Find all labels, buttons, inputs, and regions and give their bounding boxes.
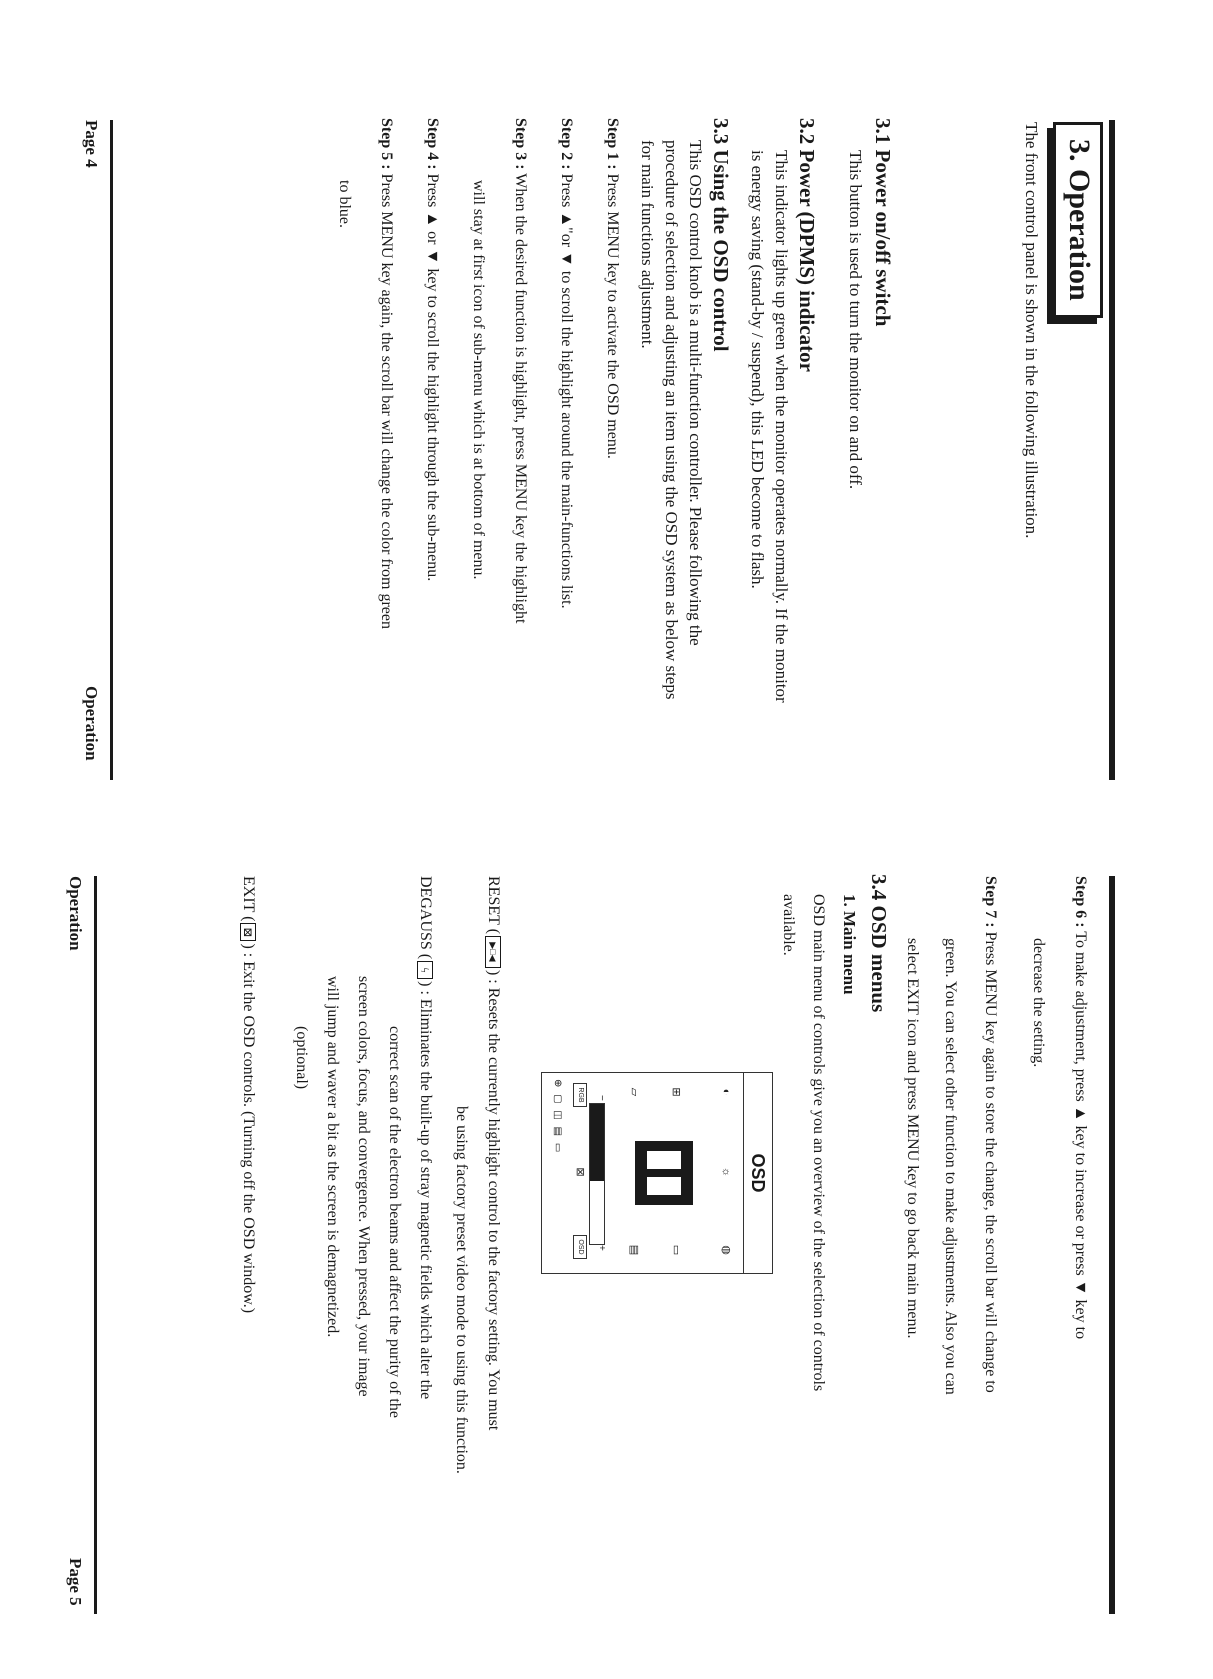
section-3-4-title: 3.4 OSD menus — [867, 874, 891, 1013]
exit-icon: ⊠ — [574, 1167, 586, 1177]
reset-text-2: be using factory preset video mode to using this function. — [453, 1106, 470, 1474]
step-4-label: Step 4 : — [424, 118, 441, 170]
step-5-text-2: to blue. — [336, 180, 353, 228]
osd-icon-grid — [543, 1073, 743, 1273]
top-rule — [1109, 120, 1115, 780]
intro-text: The front control panel is shown in the following illustration. — [1022, 122, 1041, 539]
reset-description — [445, 876, 509, 1636]
top-rule — [1109, 876, 1115, 1614]
step-5-text-1: Press MENU key again, the scroll bar will change the color from green — [378, 173, 395, 629]
exit-label: EXIT ( — [240, 876, 257, 922]
bottom-rule — [94, 876, 97, 1614]
step-4-text: Press ▲ or ▼ key to scroll the highlight through the sub-menu. — [424, 173, 441, 582]
step-3 — [461, 118, 537, 778]
step-7-label: Step 7 : — [982, 876, 999, 928]
degauss-label: DEGAUSS ( — [417, 876, 434, 960]
osd-center-graphic — [635, 1141, 693, 1205]
bars-icon: ▤ — [628, 1244, 640, 1256]
step-3-label: Step 3 : — [512, 118, 529, 170]
osd-scroll-bar-fill — [590, 1104, 604, 1181]
section-3-3-line-2: procedure of selection and adjusting an item using the OSD system as below steps — [662, 140, 681, 700]
degauss-icon: ϟ — [417, 961, 433, 979]
section-3-3-body — [635, 140, 707, 790]
step-7-text-1: Press MENU key again to store the change, the scroll bar will change to — [982, 931, 999, 1393]
degauss-description — [286, 876, 441, 1636]
step-6-label: Step 6 : — [1072, 876, 1089, 928]
step-6-text-2: decrease the setting. — [1030, 938, 1047, 1068]
geometry-icon: ▱ — [628, 1087, 640, 1097]
moire-icon: ◍ — [720, 1245, 732, 1255]
osd-menu-illustration — [541, 1072, 773, 1274]
main-menu-body — [773, 894, 833, 1594]
step-6 — [1021, 876, 1097, 1616]
step-3-text-1: When the desired function is highlight, press MENU key the highlight — [512, 173, 529, 624]
degauss-text-5: (optional) — [293, 1026, 310, 1090]
osd-title: OSD — [743, 1073, 772, 1273]
step-3-text-2: will stay at first icon of sub-menu which is at bottom of menu. — [470, 180, 487, 580]
position-icon: ⊞ — [670, 1087, 682, 1097]
section-3-1-title: 3.1 Power on/off switch — [871, 118, 895, 327]
exit-description — [233, 876, 263, 1636]
section-3-2-line-1: This indicator lights up green when the monitor operates normally. If the monitor — [772, 150, 791, 703]
osd-scroll-bar — [589, 1103, 605, 1245]
section-3-3-line-1: This OSD control knob is a multi-function controller. Please following the — [686, 140, 705, 646]
reset-text-1: ) : Resets the currently highlight control to the factory setting. You must — [485, 969, 502, 1431]
main-menu-body-line-1: OSD main menu of controls give you an overview of the selection of controls — [810, 894, 827, 1392]
size-icon: ▭ — [670, 1244, 682, 1256]
step-5 — [327, 118, 403, 778]
footer-page-number: Page 4 — [82, 120, 101, 168]
degauss-text-1: ) : Eliminates the built-up of stray magnetic fields which alter the — [417, 981, 434, 1400]
exit-text: ) : Exit the OSD controls. (Turning off the OSD window.) — [240, 943, 257, 1314]
osd-settings-icon: OSD — [573, 1235, 587, 1259]
contrast-icon: ◐ — [720, 1088, 732, 1096]
page-5 — [0, 836, 1213, 1679]
step-2-text: Press ▲"or ▼ to scroll the highlight around the main-functions list. — [558, 173, 575, 609]
brightness-icon: ☼ — [720, 1166, 732, 1178]
step-1-text: Press MENU key to activate the OSD menu. — [604, 173, 621, 459]
reset-icon: ▶□◀ — [485, 936, 501, 968]
step-2-label: Step 2 : — [558, 118, 575, 170]
step-7-text-2: green. You can select other function to make adjustments. Also you can — [942, 938, 959, 1395]
step-7-text-3: select EXIT icon and press MENU key to go back main menu. — [904, 938, 921, 1339]
bottom-rule — [110, 120, 113, 780]
step-4 — [415, 118, 449, 778]
step-1 — [595, 118, 629, 778]
exit-key-icon: ⊠ — [240, 923, 256, 941]
section-3-1-body: This button is used to turn the monitor on and off. — [846, 150, 865, 490]
section-3-2-body — [745, 150, 793, 800]
reset-label: RESET ( — [485, 876, 502, 934]
plus-icon: + — [596, 1245, 607, 1251]
osd-submenu-icons: ⊕ ▢ ◫ ▤ ▭ — [552, 1079, 563, 1155]
step-6-text-1: To make adjustment, press ▲ key to increase or press ▼ key to — [1072, 931, 1089, 1340]
section-3-2-title: 3.2 Power (DPMS) indicator — [795, 118, 819, 372]
footer-section-name: Operation — [66, 876, 85, 951]
rgb-icon: RGB — [573, 1083, 587, 1107]
chapter-title: 3. Operation — [1053, 122, 1103, 318]
section-3-3-line-3: for main functions adjustment. — [638, 140, 657, 349]
step-2 — [549, 118, 583, 778]
step-5-label: Step 5 : — [378, 118, 395, 170]
step-7 — [895, 876, 1007, 1616]
minus-icon: − — [596, 1095, 607, 1101]
footer-page-number: Page 5 — [66, 1558, 85, 1606]
section-3-3-title: 3.3 Using the OSD control — [709, 118, 733, 352]
step-1-label: Step 1 : — [604, 118, 621, 170]
degauss-text-2: correct scan of the electron beams and affect the purity of the — [386, 1026, 403, 1418]
main-menu-title: 1. Main menu — [840, 894, 859, 995]
main-menu-body-line-2: available. — [780, 894, 797, 956]
degauss-text-4: will jump and waver a bit as the screen is demagnetized. — [324, 976, 341, 1338]
section-3-2-line-2: is energy saving (stand-by / suspend), this LED become to flash. — [748, 150, 767, 589]
footer-section-name: Operation — [82, 686, 101, 761]
degauss-text-3: screen colors, focus, and convergence. When pressed, your image — [355, 976, 372, 1397]
page-4 — [0, 0, 1213, 830]
